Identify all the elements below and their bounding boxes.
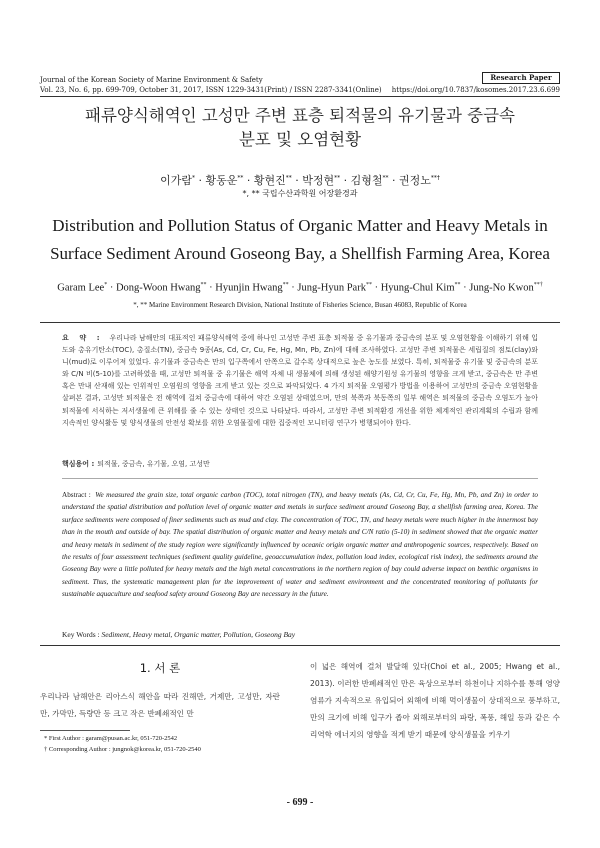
korean-keywords-text: 퇴적물, 중금속, 유기물, 오염, 고성만	[97, 460, 210, 468]
english-title-line1: Distribution and Pollution Status of Organic Matter and Heavy Metals in	[52, 216, 548, 235]
footnote-rule	[40, 730, 130, 731]
author-name: 권정노	[399, 174, 431, 187]
affiliation-rule	[40, 322, 560, 323]
journal-name: Journal of the Korean Society of Marine Environment & Safety	[40, 76, 263, 84]
author-mark: **	[382, 174, 389, 182]
korean-authors: 이가람* · 황동운** · 황현진** · 박정현** · 김형철** · 권정노**†	[160, 174, 440, 187]
doi-link[interactable]: https://doi.org/10.7837/kosomes.2017.23.6.699	[391, 86, 560, 94]
english-keywords	[62, 630, 538, 639]
first-author-footnote: * First Author : garam@pusan.ac.kr, 051-720-2542	[44, 735, 178, 742]
korean-title	[60, 104, 540, 152]
english-keywords-text: Sediment, Heavy metal, Organic matter, Pollution, Goseong Bay	[101, 630, 296, 639]
author-name: 황동운	[205, 174, 238, 187]
korean-abstract	[62, 332, 538, 429]
author-name: Jung-No Kwon	[469, 282, 534, 294]
english-abstract-text: We measured the grain size, total organic carbon (TOC), total nitrogen (TN), and heavy metals (As, Cd, Cr, Cu, Fe, Hg, Mn, Pb, and Zn) in order to understand the spatial distribution and pollution level of organic matter and metals in surface sediment around Goseong Bay, a shellfish farming area, Korea. The surface sediments were composed of finer sediments such as mud and clay. The concentration of TOC, TN, and heavy metals were much higher in the innermost bay than in the mouth and outside of bay. The spatial distribution of organic matter and heavy metals and C/N ratio (5-10) in sediment showed that the organic matter and heavy metals in sediment of the study region were significantly influenced by oceanic origin organic matter and anthropogenic sources, respectively. Based on the results of four assessment techniques (sediment quality guideline, geoaccumulation index, pollution load index, ecological risk index), the sediments around the Goseong Bay were a little polluted for heavy metals and the high metal concentrations in the northern region of bay could adverse impact on benthic organisms in sediment. Thus, the systematic management plan for the improvement of water and sediment environment and the concentrated monitoring of pollutants for sustainable aquaculture and seafood safety around Goseong Bay are necessary in the future.	[62, 491, 538, 599]
author-mark: **	[237, 174, 244, 182]
english-affiliation: *, ** Marine Environment Research Division, National Institute of Fisheries Science, Busan 46083, Republic of Korea	[133, 301, 467, 309]
abstract-rule	[40, 645, 560, 646]
page-number: - 699 -	[286, 797, 314, 808]
journal-info: Vol. 23, No. 6, pp. 699-709, October 31, 2017, ISSN 1229-3431(Print) / ISSN 2287-3341(Online)	[40, 86, 382, 94]
author-mark: **	[200, 282, 207, 288]
paper-type-badge: Research Paper	[482, 72, 560, 84]
author-name: Garam Lee	[57, 282, 105, 294]
section-heading: 1. 서 론	[139, 661, 181, 675]
author-mark: *	[191, 174, 195, 182]
author-name: Jung-Hyun Park	[297, 282, 366, 294]
author-name: Hyung-Chul Kim	[380, 282, 455, 294]
english-abstract	[62, 489, 538, 601]
author-mark: *	[104, 282, 108, 288]
author-mark: **	[285, 174, 292, 182]
author-mark: **	[454, 282, 461, 288]
korean-keywords	[62, 459, 538, 469]
author-name: 김형철	[350, 174, 383, 187]
korean-title-line2: 분포 및 오염현황	[238, 130, 362, 149]
english-title-line2: Surface Sediment Around Goseong Bay, a Shellfish Farming Area, Korea	[50, 244, 550, 263]
author-name: 황현진	[253, 174, 286, 187]
keywords-divider	[62, 478, 538, 479]
author-mark: **	[282, 282, 289, 288]
author-mark: **	[365, 282, 372, 288]
author-name: 이가람	[160, 174, 192, 187]
body-right-paragraph: 이 넓은 해역에 걸쳐 발달해 있다(Choi et al., 2005; Hwang et al., 2013). 이러한 반폐쇄적인 만은 육상으로부터 하천이나 지하수를 통해 영양염류가 지속적으로 유입되어 외해에 비해 먹이생물이 상대적으로 풍부하고, 만의 크기에 비해 입구가 좁아 외해로부터의 파랑, 폭풍, 해일 등과 같은 수리역학 에너지의 영향을 적게 받기 때문에 양식생물을 키우기	[310, 662, 560, 739]
body-left-paragraph: 우리나라 남해안은 리아스식 해안을 따라 진해만, 거제만, 고성만, 자란만, 가막만, 득량만 등 크고 작은 반폐쇄적인 만	[40, 692, 280, 718]
corresponding-author-footnote: † Corresponding Author : jungnok@korea.kr, 051-720-2540	[44, 746, 201, 753]
korean-title-line1: 패류양식해역인 고성만 주변 표층 퇴적물의 유기물과 중금속	[85, 106, 515, 125]
author-mark: **†	[430, 174, 440, 182]
footnotes	[44, 733, 201, 755]
korean-abstract-text: 우리나라 남해안의 대표적인 패류양식해역 중에 하나인 고성만 주변 표층 퇴적물 중 유기물과 중금속의 분포 및 오염현황을 이해하기 위해 입도와 총유기탄소(TOC), 총질소(TN), 중금속 9종(As, Cd, Cr, Cu, Fe, Hg, Mn, Pb, Zn)에 대해 조사하였다. 고성만 주변 퇴적물은 세립질의 점토(clay)와 니(mud)로 이루어져 있었다. 유기물과 중금속은 만의 입구쪽에서 안쪽으로 갈수록 상대적으로 높은 농도를 보였다. 특히, 퇴적물중 유기물 및 중금속의 분포와 C/N 비(5-10)를 고려하였을 때, 고성만 퇴적물 중 유기물은 해역 자체 내 생물체에 의해 생성된 해양기원성 유기물의 영향을 크게 받고, 중금속은 만 주변 혹은 만내 산재해 있는 인위적인 오염원의 영향을 크게 받고 있는 것으로 파악되었다. 4 가지 퇴적물 오염평가 방법을 이용하여 고성만의 중금속 오염현황을 살펴본 결과, 고성만 퇴적물은 전 해역에 걸쳐 중금속에 대하여 약간 오염된 상태였으며, 만의 북쪽과 북동쪽의 일부 해역은 퇴적물의 중금속 오염도가 높아 퇴적물에 서식하는 저서생물에 큰 위해를 줄 수 있는 상태인 것으로 나타났다. 따라서, 고성만 주변 퇴적환경 개선을 위한 체계적인 관리계획의 수립과 함께 지속적인 양식활동 및 양식생물의 안전성 확보를 위한 오염물질에 대한 집중적인 모니터링 연구가 병행되어야 한다.	[62, 334, 538, 427]
author-name: Dong-Woon Hwang	[115, 282, 201, 294]
english-title	[40, 212, 560, 268]
author-name: 박정현	[302, 174, 335, 187]
english-authors: Garam Lee* · Dong-Woon Hwang** · Hyunjin Hwang** · Jung-Hyun Park** · Hyung-Chul Kim** · Jung-No Kwon**†	[57, 282, 543, 294]
korean-affiliation: *, ** 국립수산과학원 어장환경과	[242, 189, 358, 198]
korean-keywords-label: 핵심용어 :	[62, 460, 95, 468]
author-mark: **	[334, 174, 341, 182]
korean-abstract-label: 요 약 :	[62, 334, 104, 342]
header-rule	[40, 96, 560, 97]
author-mark: **†	[533, 282, 543, 288]
english-abstract-label: Abstract :	[62, 491, 91, 499]
english-keywords-label: Key Words :	[62, 630, 100, 639]
author-name: Hyunjin Hwang	[215, 282, 283, 294]
